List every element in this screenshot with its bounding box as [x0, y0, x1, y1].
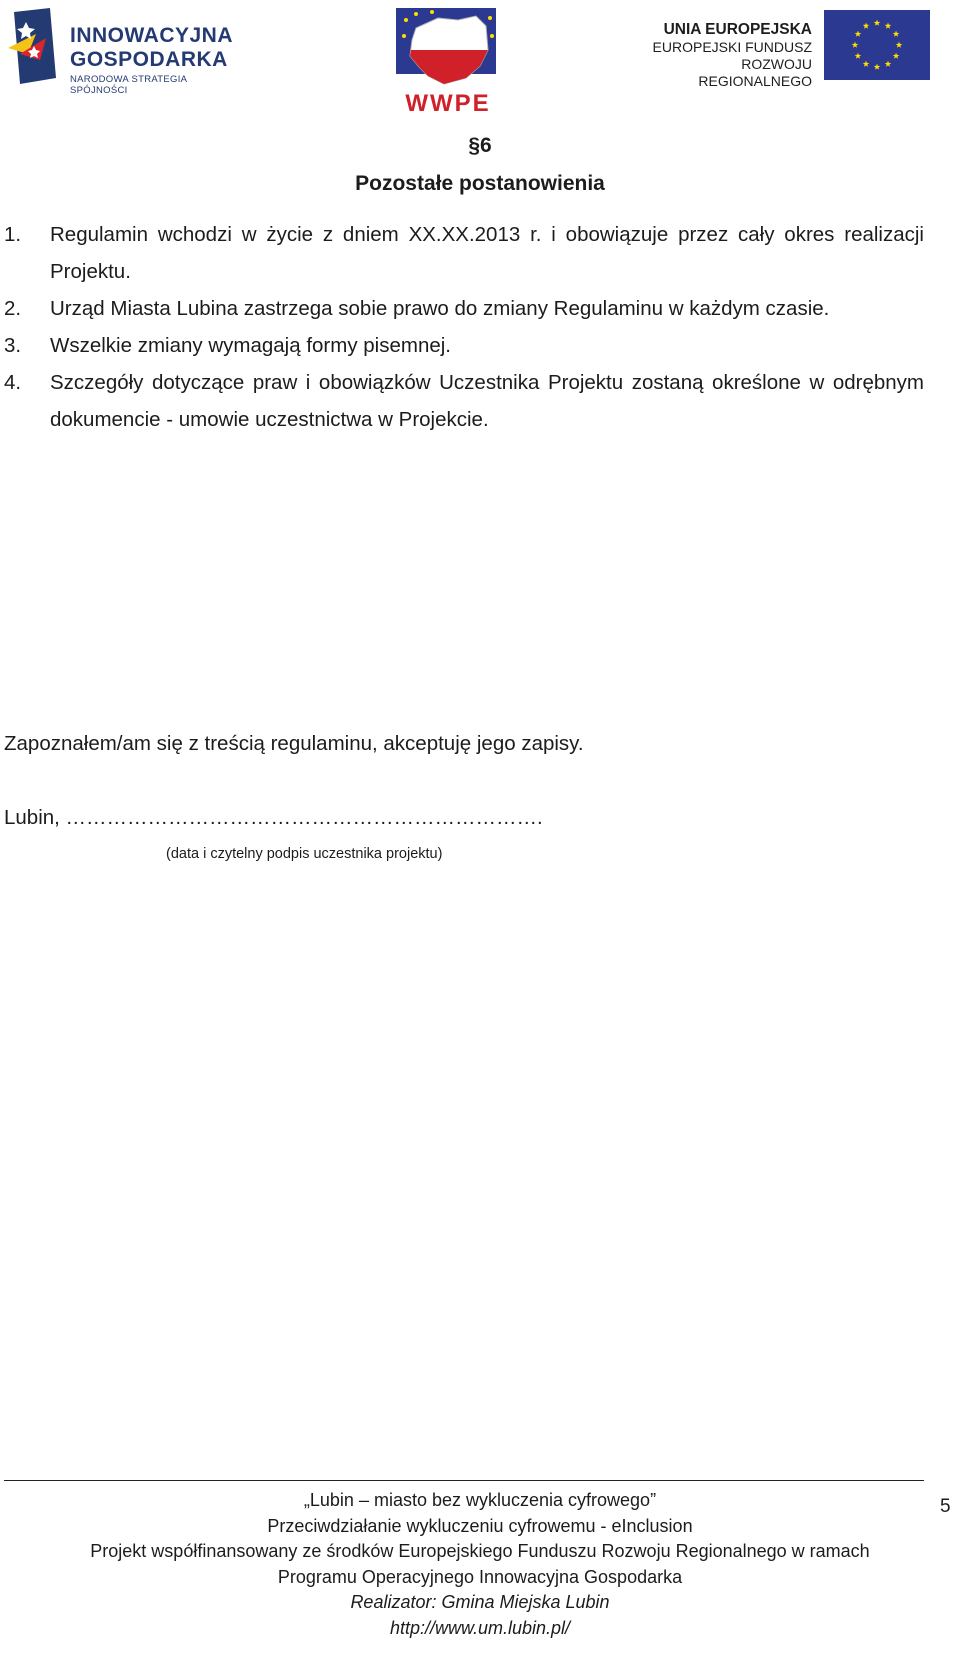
logo-line-strategia: NARODOWA STRATEGIA SPÓJNOŚCI	[70, 74, 187, 96]
footer-programme: Programu Operacyjnego Innowacyjna Gospodarka	[277, 1566, 683, 1587]
wwpe-logo	[392, 6, 504, 117]
list-item-text: Wszelkie zmiany wymagają formy pisemnej.	[50, 334, 452, 357]
footer-realizator: Realizator: Gmina Miejska Lubin	[350, 1592, 610, 1612]
signature-place-line: Lubin, …………………………………………………………….	[4, 806, 543, 829]
innowacyjna-gospodarka-emblem-icon	[6, 8, 64, 86]
footer-project-subtitle: Przeciwdziałanie wykluczeniu cyfrowemu - eInclusion	[267, 1515, 693, 1536]
wwpe-logo-text: WWPE	[405, 90, 491, 117]
section-number: §6	[468, 134, 492, 157]
footer-divider	[4, 1480, 924, 1481]
footer-project-name: „Lubin – miasto bez wykluczenia cyfrowego”	[303, 1490, 657, 1510]
logo-line-innowacyjna: INNOWACYJNA	[70, 24, 234, 47]
footer-cofinancing: Projekt współfinansowany ze środków Europejskiego Funduszu Rozwoju Regionalnego w ramach	[90, 1541, 870, 1561]
ue-logo-line-1: UNIA EUROPEJSKA	[663, 21, 812, 38]
page-footer	[0, 1488, 960, 1641]
list-item-number: 1.	[4, 223, 22, 246]
section-title: Pozostałe postanowienia	[355, 172, 605, 195]
list-item	[4, 216, 924, 290]
list-item-number: 3.	[4, 334, 22, 357]
poland-map-eu-flag-icon	[392, 6, 504, 90]
unia-europejska-logo	[636, 8, 956, 89]
list-item-text: Regulamin wchodzi w życie z dniem XX.XX.2013 r. i obowiązuje przez cały okres realizacji Projektu.	[50, 223, 924, 283]
list-item	[4, 290, 924, 327]
list-item	[4, 327, 924, 364]
page-number: 5	[940, 1496, 951, 1517]
signature-caption: (data i czytelny podpis uczestnika projektu)	[166, 846, 443, 862]
list-item	[4, 364, 924, 438]
list-item-number: 4.	[4, 371, 22, 394]
list-item-text: Szczegóły dotyczące praw i obowiązków Uczestnika Projektu zostaną określone w odrębnym dokumencie - umowie uczestnictwa w Projekcie.	[50, 371, 924, 431]
ue-logo-line-3: ROZWOJU REGIONALNEGO	[698, 56, 812, 89]
acknowledgement-statement: Zapoznałem/am się z treścią regulaminu, akceptuję jego zapisy.	[4, 732, 584, 755]
logo-line-gospodarka: GOSPODARKA	[70, 48, 228, 71]
eu-flag-icon	[824, 10, 930, 80]
list-item-number: 2.	[4, 297, 22, 320]
ue-logo-line-2: EUROPEJSKI FUNDUSZ	[652, 39, 812, 55]
provisions-list	[4, 216, 924, 438]
innowacyjna-gospodarka-logo	[6, 8, 246, 96]
footer-website-link[interactable]: http://www.um.lubin.pl/	[389, 1617, 571, 1638]
list-item-text: Urząd Miasta Lubina zastrzega sobie prawo do zmiany Regulaminu w każdym czasie.	[50, 297, 830, 320]
